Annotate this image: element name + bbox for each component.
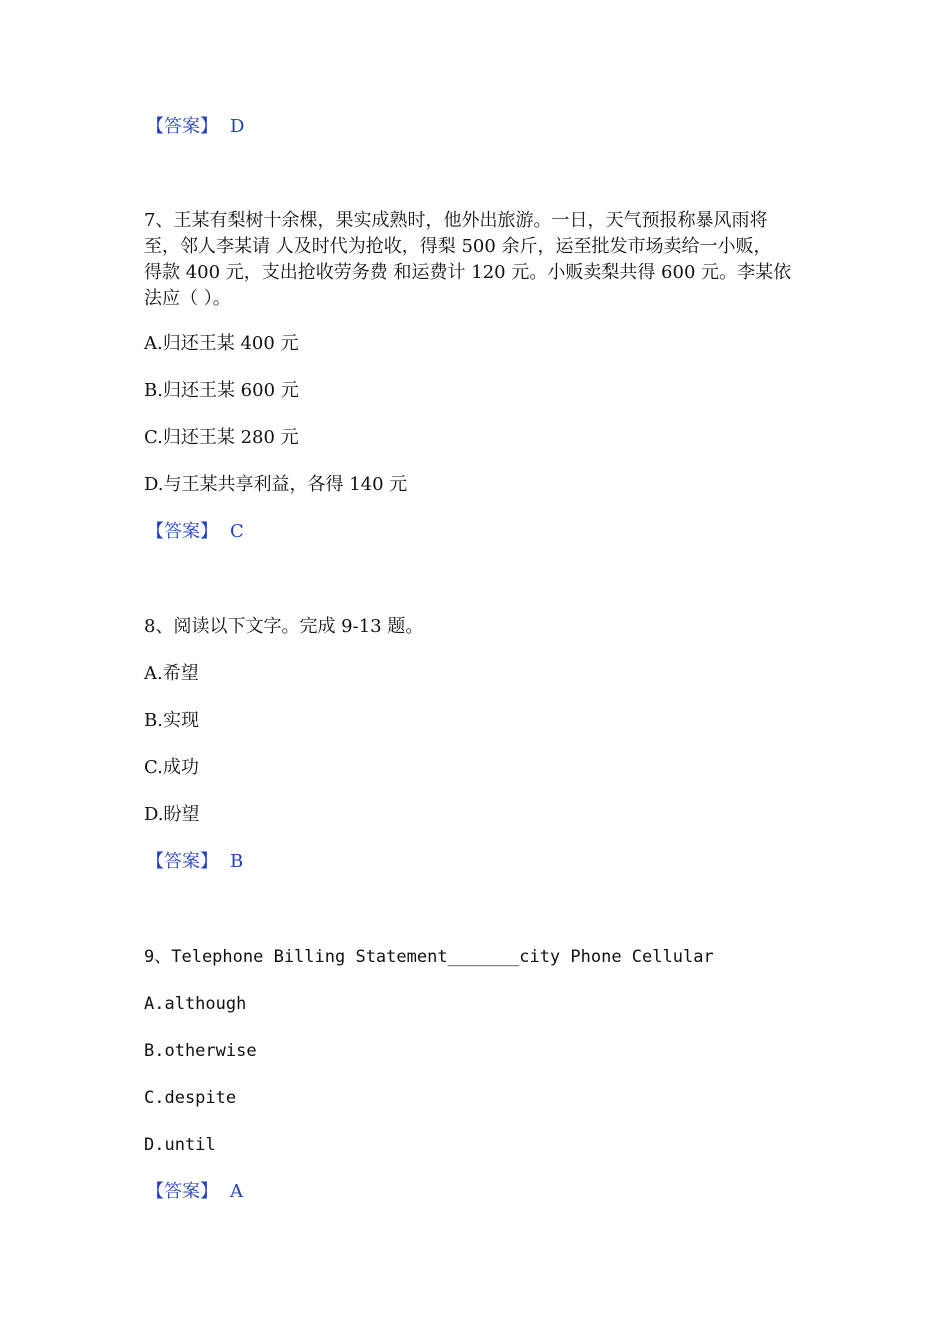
option-c: C.归还王某 280 元	[144, 427, 299, 448]
option-d: D.盼望	[144, 804, 200, 825]
option-b: B.otherwise	[144, 1041, 257, 1061]
option-b: B.实现	[144, 710, 199, 731]
answer-q7	[146, 519, 244, 545]
answer-label: 【答案】	[146, 521, 218, 542]
answer-value: A	[230, 1181, 243, 1202]
answer-q9	[146, 1179, 243, 1205]
question-stem-line: 至，邻人李某请 人及时代为抢收，得梨 500 余斤，运至批发市场卖给一小贩，	[144, 236, 772, 257]
option-b: B.归还王某 600 元	[144, 380, 299, 401]
question-stem: 8、阅读以下文字。完成 9-13 题。	[144, 616, 424, 637]
option-a: A.although	[144, 994, 247, 1014]
option-d: D.until	[144, 1135, 216, 1155]
answer-value: D	[230, 116, 245, 137]
answer-label: 【答案】	[146, 1181, 218, 1202]
answer-label: 【答案】	[146, 116, 218, 137]
answer-value: C	[230, 521, 244, 542]
option-c: C.despite	[144, 1088, 237, 1108]
answer-q8	[146, 849, 243, 875]
option-c: C.成功	[144, 757, 199, 778]
option-a: A.归还王某 400 元	[144, 333, 299, 354]
question-stem-line: 7、王某有梨树十余棵，果实成熟时，他外出旅游。一日，天气预报称暴风雨将	[144, 210, 768, 231]
answer-value: B	[230, 851, 244, 872]
answer-q6	[146, 114, 244, 140]
answer-label: 【答案】	[146, 851, 218, 872]
option-a: A.希望	[144, 663, 199, 684]
question-stem-line: 得款 400 元，支出抢收劳务费 和运费计 120 元。小贩卖梨共得 600 元。李某依	[144, 262, 792, 283]
option-d: D.与王某共享利益，各得 140 元	[144, 474, 408, 495]
question-stem-line: 法应（ ）。	[144, 288, 231, 309]
question-stem: 9、Telephone Billing Statement_______city Phone Cellular	[144, 947, 714, 967]
